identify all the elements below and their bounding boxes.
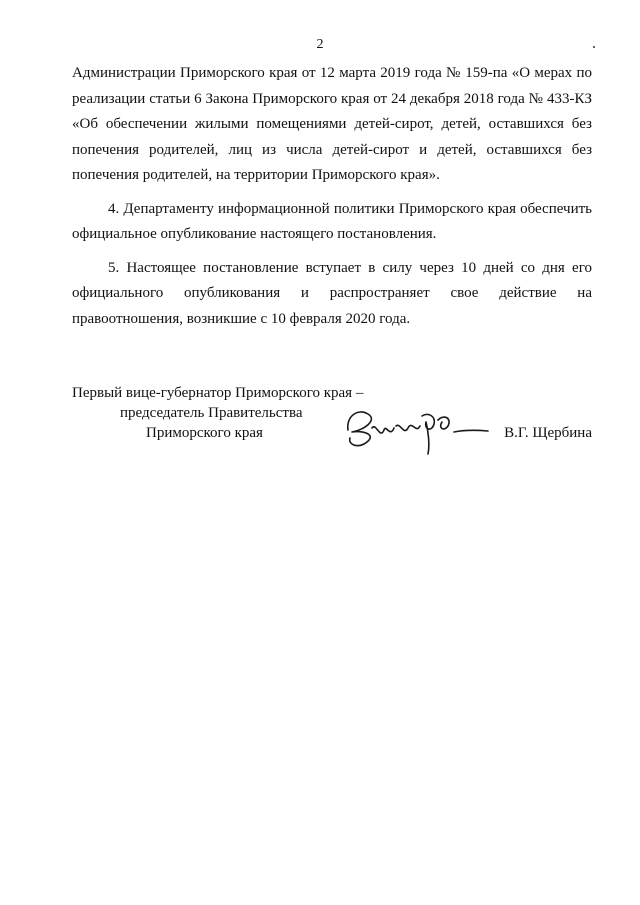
- signatory-title-line-2: председатель Правительства: [120, 405, 303, 421]
- page-number: 2: [316, 37, 324, 52]
- paragraph-continuation: Администрации Приморского края от 12 марта 2019 года № 159-па «О мерах по реализации статьи 6 Закона Приморского края от 24 декабря 2018 года № 433-КЗ «Об обеспечении жилыми помещениями детей-сирот, детей, оставшихся без попечения родителей, лиц из числа детей-сирот и детей, оставшихся без попечения родителей, на территории Приморского края».: [72, 65, 592, 183]
- paragraph-item-5: 5. Настоящее постановление вступает в силу через 10 дней со дня его официального опубликования и распространяет свое действие на правоотношения, возникшие с 10 февраля 2020 года.: [72, 259, 592, 327]
- scan-speck: [593, 46, 595, 48]
- signatory-name: В.Г. Щербина: [504, 425, 592, 441]
- paragraph-item-4: 4. Департаменту информационной политики Приморского края обеспечить официальное опубликование настоящего постановления.: [72, 200, 592, 242]
- signatory-title-line-1: Первый вице-губернатор Приморского края –: [72, 385, 364, 401]
- document-body: [72, 61, 592, 340]
- signatory-title-line-3: Приморского края: [146, 425, 263, 441]
- handwritten-signature: [338, 400, 498, 460]
